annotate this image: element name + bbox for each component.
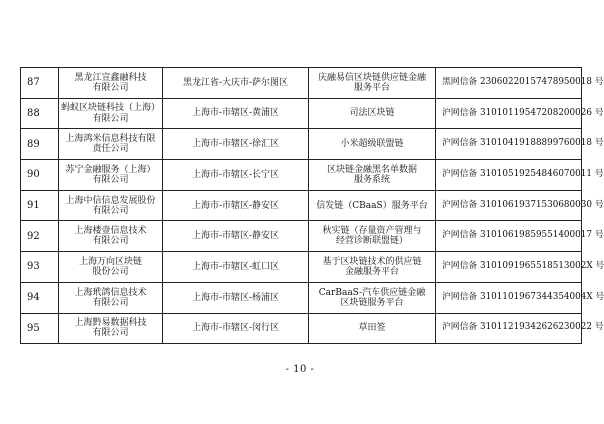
table-row <box>21 129 582 160</box>
service-line: 司法区块链 <box>349 108 395 119</box>
service-name-cell <box>309 282 436 313</box>
row-number-cell: 88 <box>21 98 59 129</box>
service-line: 经营诊断联盟链） <box>335 236 408 247</box>
service-line: 庆融易信区块链供应链金融 <box>317 72 426 83</box>
company-cell <box>59 190 163 221</box>
record-number-cell: 沪网信备 31010519254846070011 号 <box>436 160 582 191</box>
service-name-cell <box>309 252 436 283</box>
service-line: 基于区块链技术的供应链 <box>322 256 422 267</box>
table-row <box>21 68 582 99</box>
registration-table <box>20 67 604 344</box>
table-body <box>21 68 604 344</box>
table-row <box>21 282 582 313</box>
company-cell <box>59 129 163 160</box>
row-number-cell: 92 <box>21 221 59 252</box>
service-line: 秋实链（存量资产管理与 <box>322 226 422 237</box>
record-number-cell: 沪网信备 3101101967344354004X 号 <box>436 282 582 313</box>
company-line: 上海万向区块链 <box>78 256 142 267</box>
company-line: 有限公司 <box>92 113 129 124</box>
service-name-cell <box>309 221 436 252</box>
record-number-cell: 沪网信备 3101091965518513002X 号 <box>436 252 582 283</box>
service-line: 服务平台 <box>353 82 390 93</box>
company-cell <box>59 313 163 344</box>
service-name-cell <box>309 190 436 221</box>
company-cell <box>59 252 163 283</box>
table-row <box>21 190 582 221</box>
row-number-cell: 90 <box>21 160 59 191</box>
location-cell: 上海市-市辖区-长宁区 <box>163 160 309 191</box>
table-row <box>21 252 582 283</box>
company-cell <box>59 68 163 99</box>
location-cell: 上海市-市辖区-静安区 <box>163 221 309 252</box>
location-cell: 上海市-市辖区-徐汇区 <box>163 129 309 160</box>
service-line: CarBaaS-汽车供应链金融 <box>318 287 426 298</box>
company-line: 蚂蚁区块链科技（上海） <box>61 103 161 114</box>
company-line: 有限公司 <box>92 174 129 185</box>
company-cell <box>59 160 163 191</box>
location-cell: 上海市-市辖区-闵行区 <box>163 313 309 344</box>
record-number-cell: 黑网信备 23060220157478950018 号 <box>436 68 582 99</box>
company-line: 有限公司 <box>92 205 129 216</box>
company-line: 有限公司 <box>92 82 129 93</box>
company-line: 股份公司 <box>92 266 129 277</box>
page-number: - 10 - <box>285 364 315 375</box>
table-row <box>21 160 582 191</box>
row-number-cell: 89 <box>21 129 59 160</box>
record-number-cell: 沪网信备 31010619859551400017 号 <box>436 221 582 252</box>
service-name-cell <box>309 129 436 160</box>
table-row <box>21 313 582 344</box>
location-cell: 上海市-市辖区-杨浦区 <box>163 282 309 313</box>
company-line: 上海鸿米信息科技有限 <box>65 134 156 145</box>
company-line: 黑龙江宣鑫融科技 <box>74 72 147 83</box>
record-number-cell: 沪网信备 31011219342626230022 号 <box>436 313 582 344</box>
company-cell <box>59 221 163 252</box>
row-number-cell: 87 <box>21 68 59 99</box>
service-line: 小米超级联盟链 <box>340 139 404 150</box>
row-number-cell: 95 <box>21 313 59 344</box>
record-number-cell: 沪网信备 31010619371530680030 号 <box>436 190 582 221</box>
record-number-cell: 沪网信备 31010419188899760018 号 <box>436 129 582 160</box>
company-line: 有限公司 <box>92 328 129 339</box>
company-line: 有限公司 <box>92 297 129 308</box>
company-line: 上海玳鸽信息技术 <box>74 287 147 298</box>
service-name-cell <box>309 98 436 129</box>
row-number-cell: 94 <box>21 282 59 313</box>
location-cell: 上海市-市辖区-静安区 <box>163 190 309 221</box>
company-line: 上海楼壹信息技术 <box>74 226 147 237</box>
location-cell: 黑龙江省-大庆市-萨尔图区 <box>163 68 309 99</box>
row-number-cell: 93 <box>21 252 59 283</box>
company-line: 上海中信信息发展股份 <box>65 195 156 206</box>
service-line: 区块链服务平台 <box>340 297 404 308</box>
service-line: 金融服务平台 <box>344 266 399 277</box>
location-cell: 上海市-市辖区-虹口区 <box>163 252 309 283</box>
service-line: 草田签 <box>358 323 386 334</box>
company-line: 上海黔易数据科技 <box>74 318 147 329</box>
record-number-cell: 沪网信备 31010119547208200026 号 <box>436 98 582 129</box>
row-number-cell: 91 <box>21 190 59 221</box>
service-line: 服务系统 <box>353 174 390 185</box>
company-line: 责任公司 <box>92 144 129 155</box>
company-cell <box>59 282 163 313</box>
table-row <box>21 98 582 129</box>
table-row <box>21 221 582 252</box>
company-line: 苏宁金融服务（上海） <box>65 164 156 175</box>
location-cell: 上海市-市辖区-黄浦区 <box>163 98 309 129</box>
service-line: 信发链（CBaaS）服务平台 <box>316 200 428 211</box>
service-line: 区块链金融黑名单数据 <box>326 164 417 175</box>
company-line: 有限公司 <box>92 236 129 247</box>
service-name-cell <box>309 68 436 99</box>
service-name-cell <box>309 313 436 344</box>
service-name-cell <box>309 160 436 191</box>
company-cell <box>59 98 163 129</box>
